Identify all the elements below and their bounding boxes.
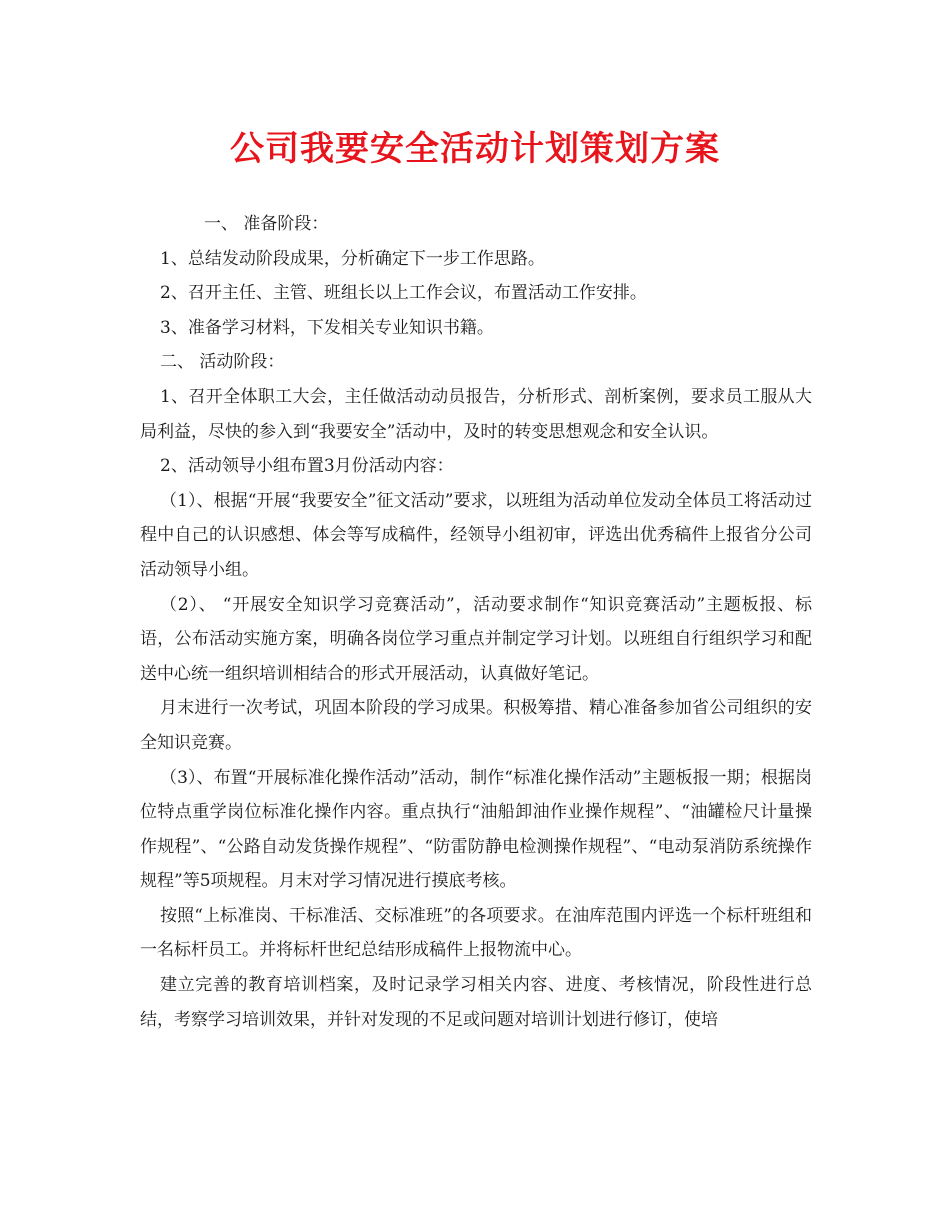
document-title: 公司我要安全活动计划策划方案 xyxy=(230,129,720,169)
document-body xyxy=(140,207,812,1037)
paragraph: （3）、布置“开展标准化操作活动”活动，制作“标准化操作活动”主题板报一期；根据岗位特点重学岗位标准化操作内容。重点执行“油船卸油作业操作规程”、“油罐检尺计量操作规程”、“公路自动发货操作规程”、“防雷防静电检测操作规程”、“电动泵消防系统操作规程”等5项规程。月末对学习情况进行摸底考核。 xyxy=(140,767,812,892)
paragraph: 月末进行一次考试，巩固本阶段的学习成果。积极筹措、精心准备参加省公司组织的安全知识竞赛。 xyxy=(140,698,812,753)
paragraph: 3、准备学习材料，下发相关专业知识书籍。 xyxy=(160,317,494,338)
paragraph: 1、召开全体职工大会，主任做活动动员报告，分析形式、剖析案例，要求员工服从大局利益，尽快的参入到“我要安全”活动中，及时的转变思想观念和安全认识。 xyxy=(140,386,812,442)
paragraph: 2、活动领导小组布置3月份活动内容： xyxy=(160,456,454,477)
paragraph: 2、召开主任、主管、班组长以上工作会议，布置活动工作安排。 xyxy=(160,283,647,304)
paragraph: （1）、根据“开展“我要安全”征文活动”要求，以班组为活动单位发动全体员工将活动过程中自己的认识感想、体会等写成稿件，经领导小组初审，评选出优秀稿件上报省分公司活动领导小组。 xyxy=(140,490,812,580)
paragraph: （2）、 “开展安全知识学习竞赛活动”，活动要求制作“知识竞赛活动”主题板报、标语，公布活动实施方案，明确各岗位学习重点并制定学习计划。以班组自行组织学习和配送中心统一组织培训相结合的形式开展活动，认真做好笔记。 xyxy=(140,594,812,684)
paragraph: 1、总结发动阶段成果，分析确定下一步工作思路。 xyxy=(160,248,545,269)
paragraph: 建立完善的教育培训档案，及时记录学习相关内容、进度、考核情况，阶段性进行总结，考察学习培训效果，并针对发现的不足或问题对培训计划进行修订，使培 xyxy=(140,975,812,1030)
paragraph: 按照“上标准岗、干标准活、交标准班”的各项要求。在油库范围内评选一个标杆班组和一名标杆员工。并将标杆世纪总结形成稿件上报物流中心。 xyxy=(140,905,812,961)
section-heading-activity: 二、 活动阶段： xyxy=(160,352,285,373)
section-heading-preparation: 一、 准备阶段： xyxy=(204,214,329,234)
